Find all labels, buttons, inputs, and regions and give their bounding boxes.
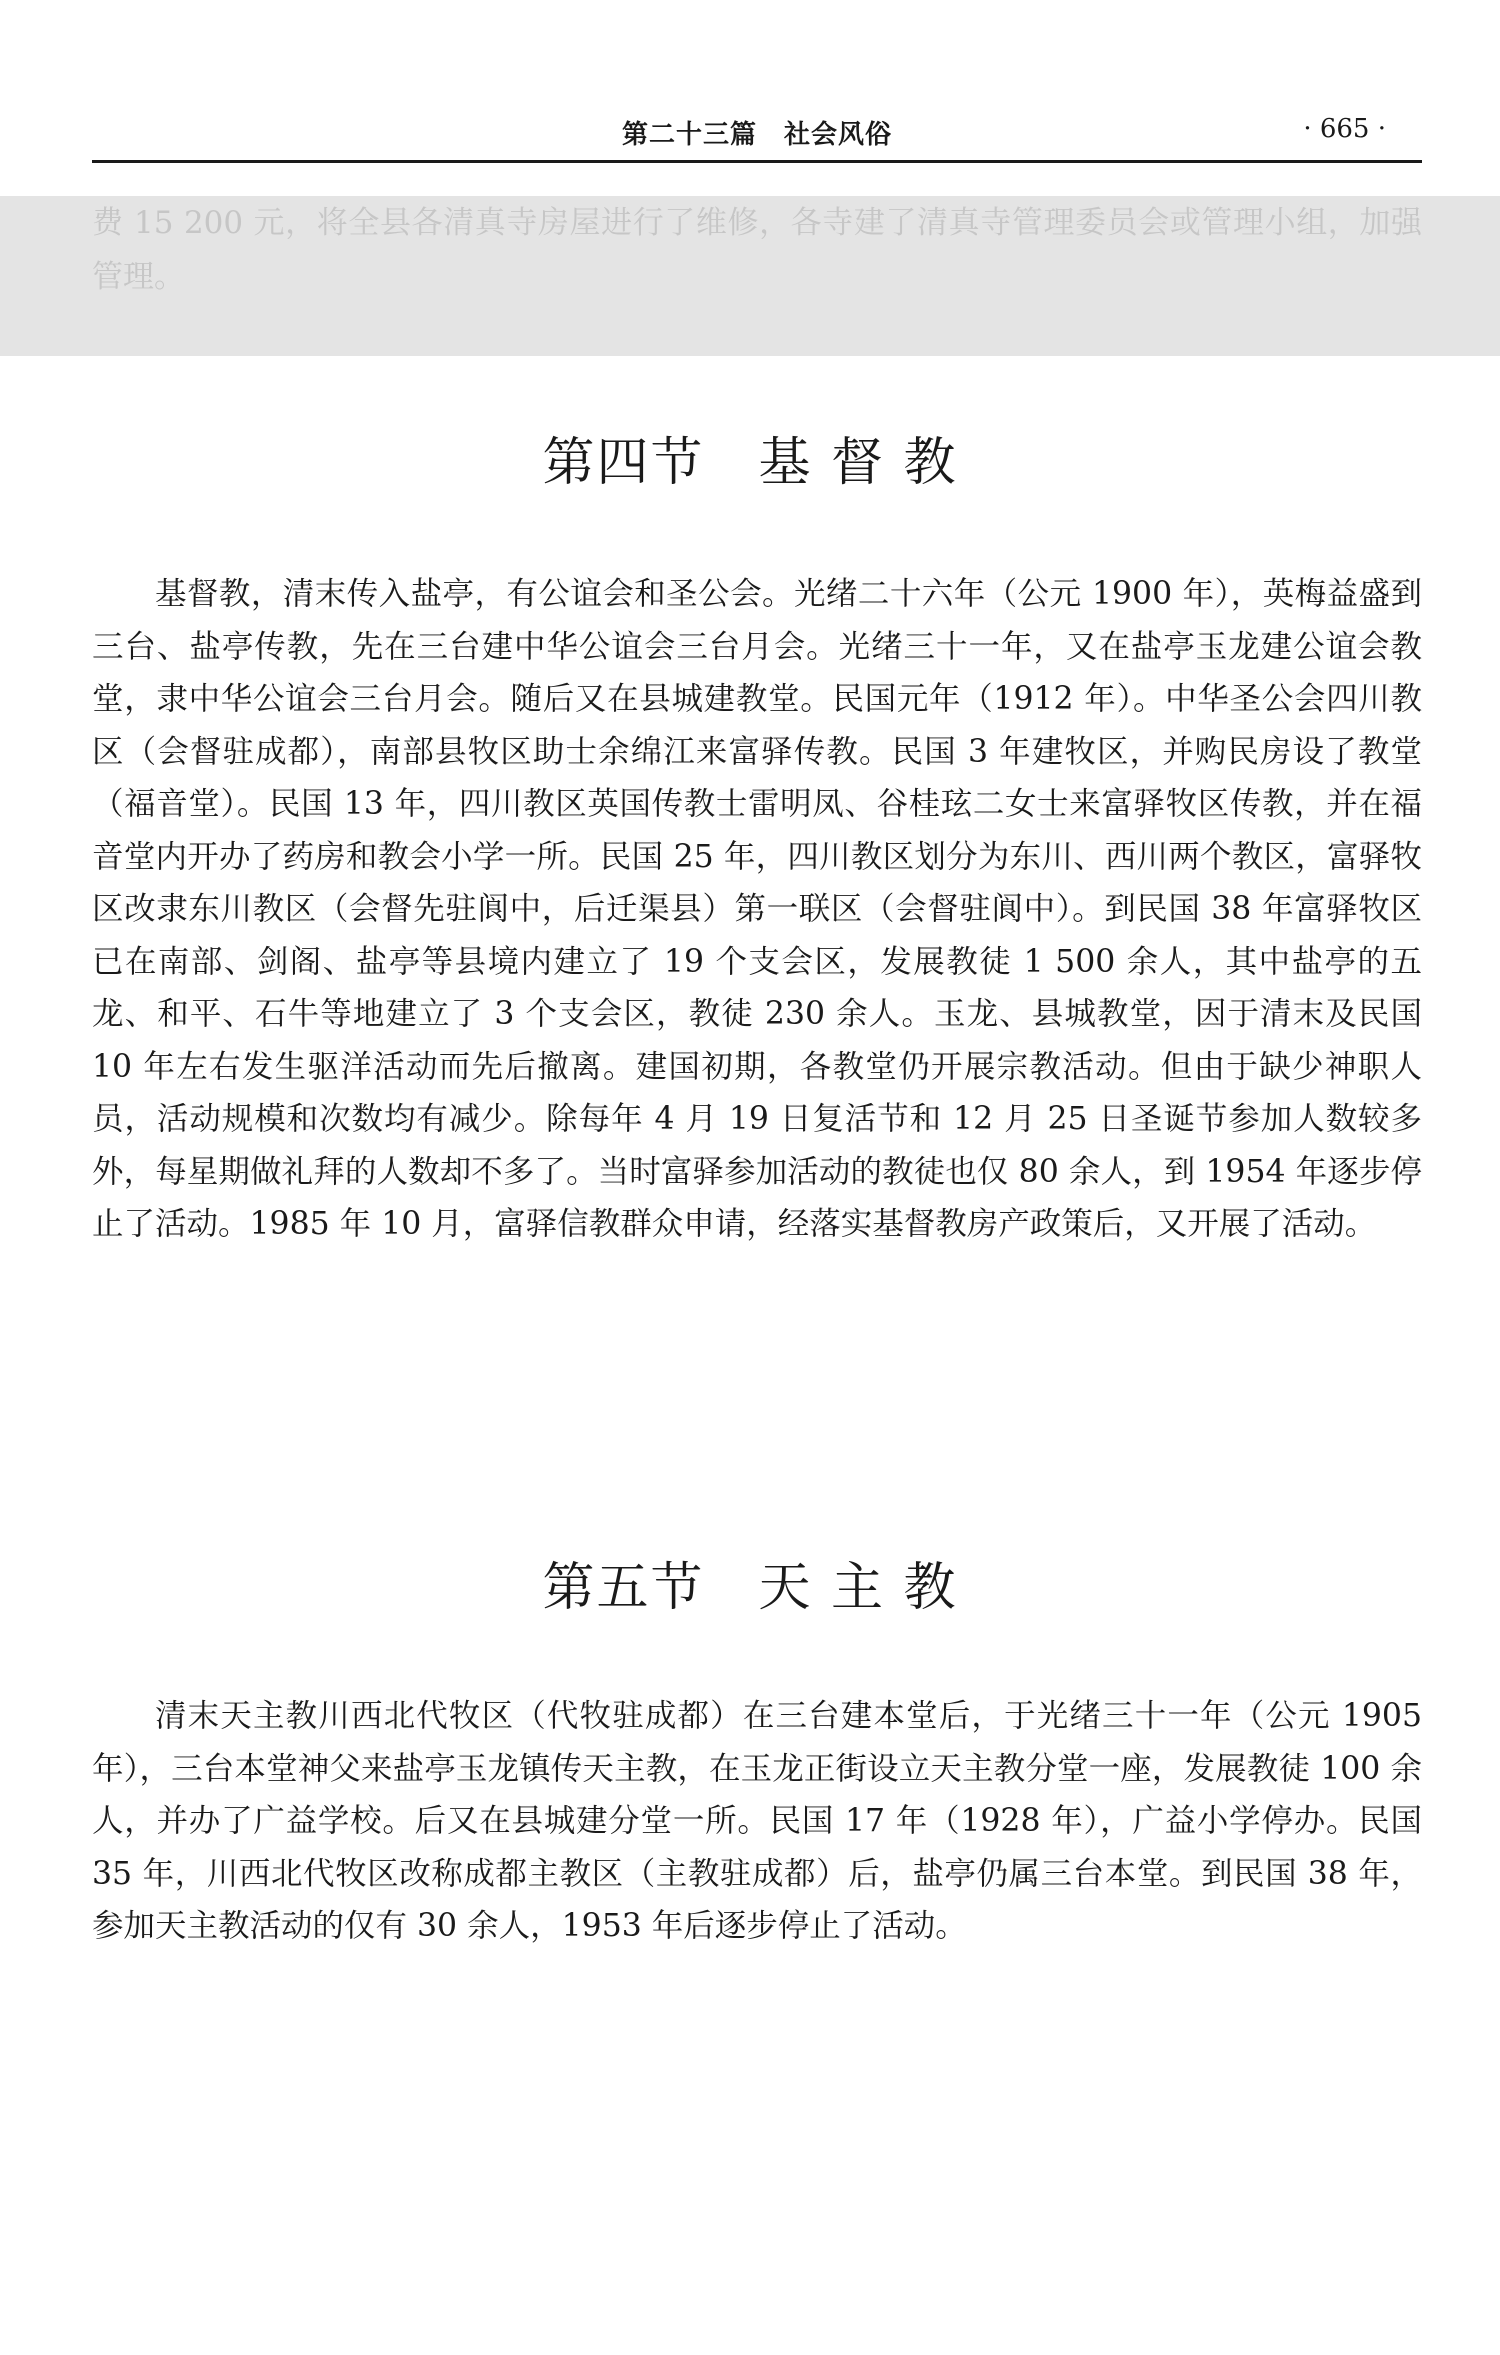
body-paragraph-christianity: 基督教，清末传入盐亭，有公谊会和圣公会。光绪二十六年（公元 1900 年），英梅益盛到三台、盐亭传教，先在三台建中华公谊会三台月会。光绪三十一年，又在盐亭玉龙建公谊会教堂，隶中华公谊会三台月会。随后又在县城建教堂。民国元年（1912 年）。中华圣公会四川教区（会督驻成都），南部县牧区助士余绵江来富驿传教。民国 3 年建牧区，并购民房设了教堂（福音堂）。民国 13 年，四川教区英国传教士雷明凤、谷桂玹二女士来富驿牧区传教，并在福音堂内开办了药房和教会小学一所。民国 25 年，四川教区划分为东川、西川两个教区，富驿牧区改隶东川教区（会督先驻阆中，后迁渠县）第一联区（会督驻阆中）。到民国 38 年富驿牧区已在南部、剑阁、盐亭等县境内建立了 19 个支会区，发展教徒 1 500 余人，其中盐亭的五龙、和平、石牛等地建立了 3 个支会区，教徒 230 余人。玉龙、县城教堂，因于清末及民国 10 年左右发生驱洋活动而先后撤离。建国初期，各教堂仍开展宗教活动。但由于缺少神职人员，活动规模和次数均有减少。除每年 4 月 19 日复活节和 12 月 25 日圣诞节参加人数较多外，每星期做礼拜的人数却不多了。当时富驿参加活动的教徒也仅 80 余人，到 1954 年逐步停止了活动。1985 年 10 月，富驿信教群众申请，经落实基督教房产政策后，又开展了活动。 bbox=[92, 576, 1422, 1242]
section-title-catholicism: 第五节 天 主 教 bbox=[542, 1558, 958, 1618]
body-paragraph-catholicism: 清末天主教川西北代牧区（代牧驻成都）在三台建本堂后，于光绪三十一年（公元 1905 年），三台本堂神父来盐亭玉龙镇传天主教，在玉龙正街设立天主教分堂一座，发展教徒 100 余人，并办了广益学校。后又在县城建分堂一所。民国 17 年（1928 年），广益小学停办。民国 35 年，川西北代牧区改称成都主教区（主教驻成都）后，盐亭仍属三台本堂。到民国 38 年，参加天主教活动的仅有 30 余人，1953 年后逐步停止了活动。 bbox=[92, 1698, 1422, 1944]
running-title: 第二十三篇 社会风俗 bbox=[621, 120, 892, 150]
carry-over-block bbox=[0, 196, 1500, 356]
carry-over-paragraph: 费 15 200 元，将全县各清真寺房屋进行了维修，各寺建了清真寺管理委员会或管理小组，加强管理。 bbox=[92, 205, 1422, 295]
page-number: · 665 · bbox=[1303, 114, 1386, 144]
section-title-christianity: 第四节 基 督 教 bbox=[542, 433, 958, 493]
header-rule bbox=[92, 160, 1422, 163]
running-header bbox=[92, 108, 1422, 158]
